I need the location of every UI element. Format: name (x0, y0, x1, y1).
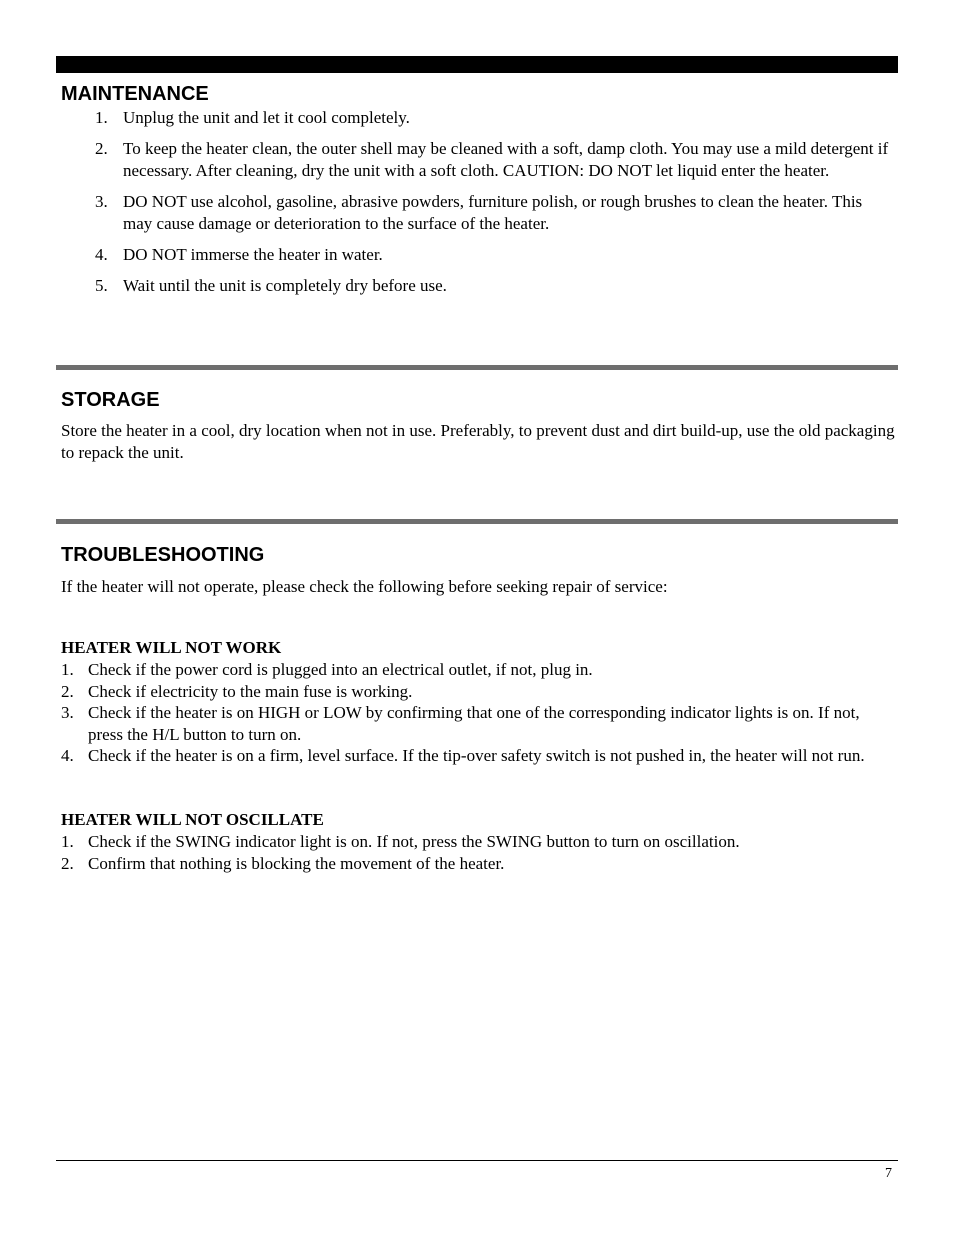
list-item: 5. Wait until the unit is completely dry before use. (95, 276, 447, 295)
heater-will-not-work-list (61, 659, 897, 767)
list-item: 3. Check if the heater is on HIGH or LOW by confirming that one of the corresponding indicator lights is on. If not, press the H/L button to turn on. (61, 703, 860, 744)
list-item: 1. Check if the SWING indicator light is on. If not, press the SWING button to turn on oscillation. (61, 832, 740, 851)
list-item: 2. To keep the heater clean, the outer shell may be cleaned with a soft, damp cloth. You may use a mild detergent if necessary. After cleaning, dry the unit with a soft cloth. CAUTION: DO NOT let liquid enter the heater. (95, 139, 889, 180)
list-item: 1. Unplug the unit and let it cool completely. (95, 108, 410, 127)
list-item: 3. DO NOT use alcohol, gasoline, abrasive powders, furniture polish, or rough brushes to clean the heater. This may cause damage or deterioration to the surface of the heater. (95, 192, 863, 233)
maintenance-heading: MAINTENANCE (61, 83, 209, 105)
heater-will-not-oscillate-heading: HEATER WILL NOT OSCILLATE (61, 810, 324, 829)
storage-text: Store the heater in a cool, dry location when not in use. Preferably, to prevent dust and dirt build-up, use the old packaging to repack the unit. (61, 421, 895, 462)
heater-will-not-work-heading: HEATER WILL NOT WORK (61, 638, 282, 657)
page-number: 7 (885, 1166, 892, 1181)
section-divider (56, 519, 898, 524)
list-item: 4. Check if the heater is on a firm, level surface. If the tip-over safety switch is not pushed in, the heater will not run. (61, 746, 865, 765)
storage-heading: STORAGE (61, 389, 160, 411)
section-divider (56, 365, 898, 370)
maintenance-list (95, 107, 895, 306)
footer-rule (56, 1160, 898, 1161)
top-header-bar (56, 56, 898, 73)
troubleshooting-intro: If the heater will not operate, please check the following before seeking repair of service: (61, 577, 668, 596)
list-item: 2. Check if electricity to the main fuse is working. (61, 681, 413, 701)
list-item: 1. Check if the power cord is plugged into an electrical outlet, if not, plug in. (61, 660, 593, 679)
list-item: 4. DO NOT immerse the heater in water. (95, 245, 383, 264)
list-item: 2. Confirm that nothing is blocking the movement of the heater. (61, 853, 505, 873)
troubleshooting-heading: TROUBLESHOOTING (61, 544, 265, 566)
heater-will-not-oscillate-list (61, 831, 897, 874)
